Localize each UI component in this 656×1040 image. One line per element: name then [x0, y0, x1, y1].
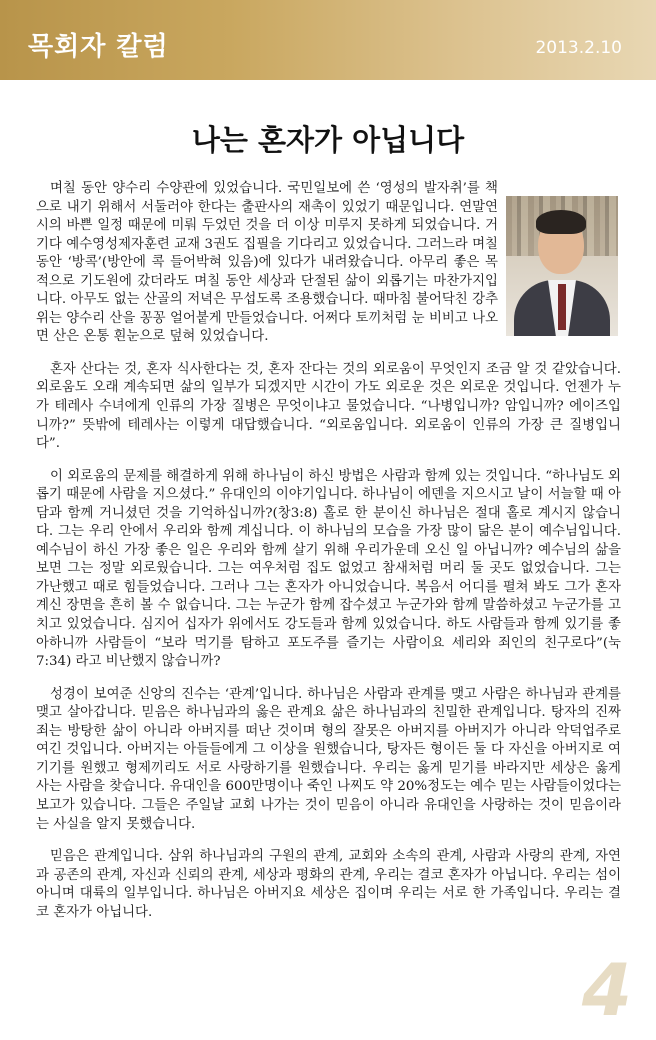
- article-body: [36, 180, 621, 936]
- column-category-title: 목회자 칼럼: [28, 32, 169, 62]
- article-paragraph-5: 믿음은 관계입니다. 삼위 하나님과의 구원의 관계, 교회와 소속의 관계, 사람과 사랑의 관계, 자연과 공존의 관계, 자신과 신뢰의 관계, 세상과 평화의 관계, 우리는 결코 혼자가 아닙니다. 우리는 섬이 아니며 대륙의 일부입니다. 하나님은 아버지요 세상은 집이며 우리는 서로 한 가족입니다. 우리는 결코 혼자가 아닙니다.: [36, 849, 621, 920]
- article-title: 나는 혼자가 아닙니다: [191, 123, 465, 157]
- column-date: 2013.2.10: [535, 38, 622, 58]
- article-paragraph-4: 성경이 보여준 신앙의 진수는 ‘관계’입니다. 하나님은 사람과 관계를 맺고 사람은 하나님과 관계를 맺고 살아갑니다. 믿음은 하나님과의 옳은 관계요 삶은 하나님과의 친밀한 관계입니다. 탕자의 진짜 죄는 방탕한 삶이 아니라 아버지를 떠난 것이며 형의 잘못은 아버지를 아버지가 아니라 악덕업주로 여긴 것입니다. 아버지는 아들들에게 그 이상을 원했습니다, 탕자든 형이든 둘 다 자신을 아버지로 여기기를 원했고 형제끼리도 서로 사랑하기를 원했습니다. 우리는 옳게 믿기를 바라지만 세상은 옳게 사는 사람을 찾습니다. 유대인을 600만명이나 죽인 나찌도 약 20%정도는 예수 믿는 사람들이었다는 보고가 있습니다. 그들은 주일날 교회 나가는 것이 믿음이 아니라 유대인을 사랑하는 것이 믿음이라는 사실을 알지 못했습니다.: [36, 686, 622, 832]
- article-paragraph-2: 혼자 산다는 것, 혼자 식사한다는 것, 혼자 잔다는 것의 외로움이 무엇인지 조금 알 것 같았습니다. 외로움도 오래 계속되면 삶의 일부가 되겠지만 시간이 가도 외로운 것은 외로운 것입니다. 언젠가 누가 테레사 수녀에게 인류의 가장 질병은 무엇이냐고 물었습니다. “나병입니까? 암입니까? 에이즈입니까?” 뜻밖에 테레사는 이렇게 대답했습니다. “외로움입니다. 외로움이 인류의 가장 큰 질병입니다”.: [36, 361, 621, 452]
- article-paragraph-3: 이 외로움의 문제를 해결하게 위해 하나님이 하신 방법은 사람과 함께 있는 것입니다. “하나님도 외롭기 때문에 사람을 지으셨다.” 유대인의 이야기입니다. 하나님이 에덴을 지으시고 날이 서늘할 때 아담과 함께 거니셨던 것을 기억하십니까?(창3:8) 홀로 한 분이신 하나님은 절대 홀로 계시지 않습니다. 그는 우리 안에서 우리와 함께 계십니다. 이 하나님의 모습을 가장 많이 닮은 분이 예수님입니다. 예수님이 하신 가장 좋은 일은 우리와 함께 살기 위해 우리가운데 오신 일 아닙니까? 예수님의 삶을 보면 그는 정말 외로웠습니다. 그는 여우처럼 집도 없었고 참새처럼 머리 둘 곳도 없었습니다. 그는 가난했고 때로 힘들었습니다. 그러나 그는 혼자가 아니었습니다. 복음서 어디를 펼쳐 봐도 그가 혼자 계신 장면을 흔히 볼 수 없습니다. 그는 누군가 함께 잡수셨고 누군가와 함께 말씀하셨고 누군가를 고치고 있었습니다. 심지어 십자가 위에서도 강도들과 함께 있었습니다. 하도 사람들과 함께 있기를 좋아하니까 사람들이 “보라 먹기를 탐하고 포도주를 즐기는 사람이요 세리와 죄인의 친구로다”(눅7:34) 라고 비난했지 않습니까?: [36, 468, 621, 670]
- page-number: 4: [581, 948, 632, 1032]
- column-header-bar: [0, 0, 656, 80]
- article-paragraph-1: 며칠 동안 양수리 수양관에 있었습니다. 국민일보에 쓴 ‘영성의 발자취’를 책으로 내기 위해서 서둘러야 한다는 출판사의 재촉이 있었기 때문입니다. 연말연시의 바쁜 일정 때문에 미뤄 두었던 것을 더 이상 미루지 못하게 되었습니다. 거기다 예수영성제자훈련 교재 3권도 집필을 기다리고 있었습니다. 그러느라 며칠 동안 ‘방콕’(방안에 콕 들어박혀 있음)에 있다가 내려왔습니다. 아무리 좋은 목적으로 기도원에 갔더라도 며칠 동안 세상과 단절된 삶이 외롭기는 마찬가지입니다. 아무도 없는 산골의 저녁은 무섭도록 조용했습니다. 때마침 불어닥친 강추위는 양수리 산을 꽁꽁 얼어붙게 만들었습니다. 어쩌다 토끼처럼 눈 비비고 나오면 산은 온통 흰눈으로 덮혀 있었습니다.: [36, 181, 498, 345]
